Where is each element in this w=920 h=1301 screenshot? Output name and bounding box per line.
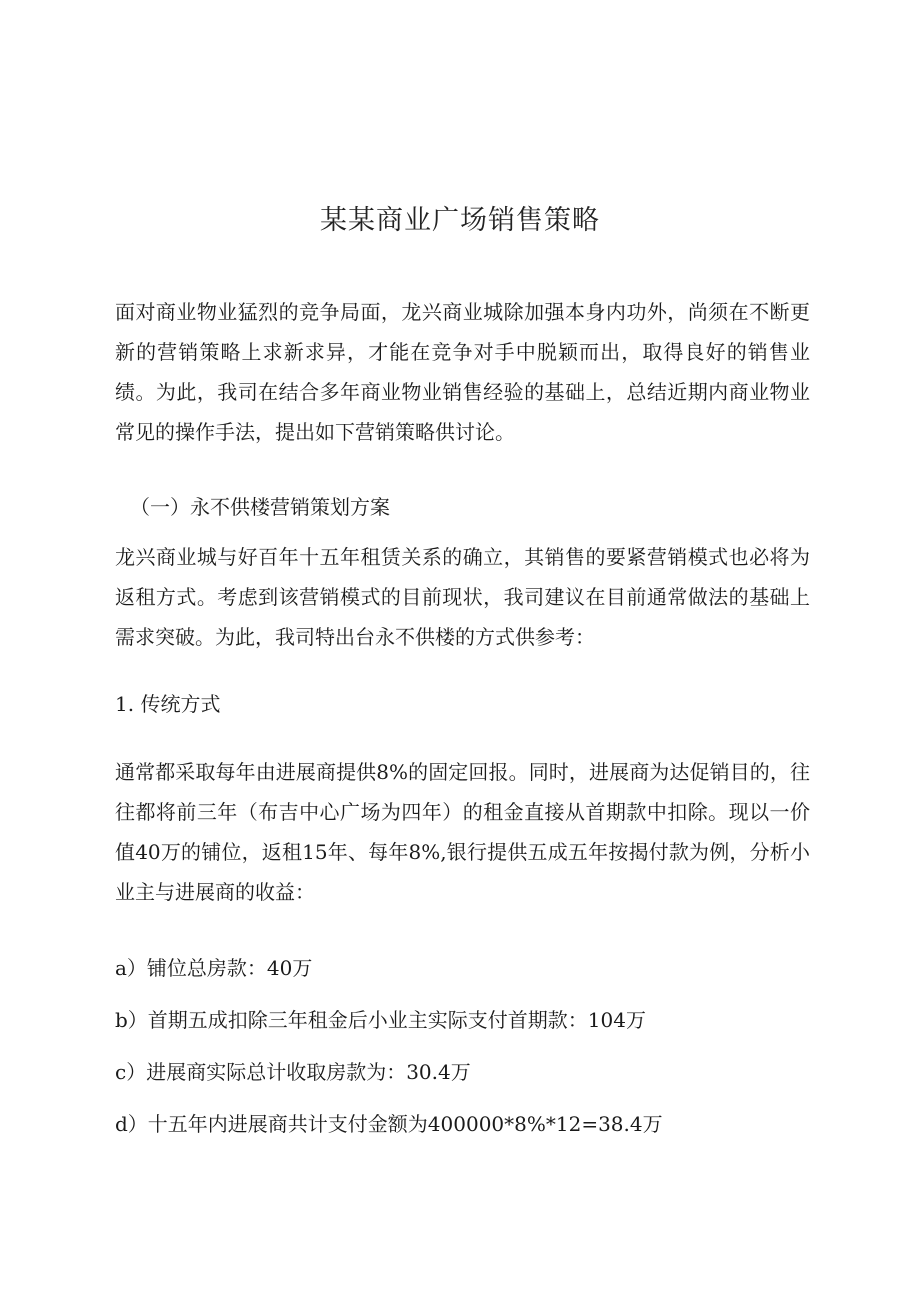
subsection-heading: 1. 传统方式 bbox=[115, 692, 221, 716]
list-item: a）铺位总房款：40万 bbox=[115, 956, 313, 980]
document-title: 某某商业广场销售策略 bbox=[320, 205, 600, 236]
body-paragraph: 龙兴商业城与好百年十五年租赁关系的确立，其销售的要紧营销模式也必将为返租方式。考虑到该营销模式的目前现状，我司建议在目前通常做法的基础上需求突破。为此，我司特出台永不供楼的方式供参考： bbox=[115, 545, 810, 649]
body-paragraph: 通常都采取每年由进展商提供8%的固定回报。同时，进展商为达促销目的，往往都将前三年（布吉中心广场为四年）的租金直接从首期款中扣除。现以一价值40万的铺位，返租15年、每年8%,银行提供五成五年按揭付款为例，分析小业主与进展商的收益： bbox=[115, 760, 810, 904]
section-heading: （一）永不供楼营销策划方案 bbox=[130, 495, 390, 519]
list-item: b）首期五成扣除三年租金后小业主实际支付首期款：104万 bbox=[115, 1008, 646, 1032]
intro-paragraph: 面对商业物业猛烈的竞争局面，龙兴商业城除加强本身内功外，尚须在不断更新的营销策略上求新求异，才能在竞争对手中脱颖而出，取得良好的销售业绩。为此，我司在结合多年商业物业销售经验的基础上，总结近期内商业物业常见的操作手法，提出如下营销策略供讨论。 bbox=[115, 300, 810, 444]
list-item: c）进展商实际总计收取房款为：30.4万 bbox=[115, 1060, 471, 1084]
list-item: d）十五年内进展商共计支付金额为400000*8%*12=38.4万 bbox=[115, 1112, 663, 1136]
